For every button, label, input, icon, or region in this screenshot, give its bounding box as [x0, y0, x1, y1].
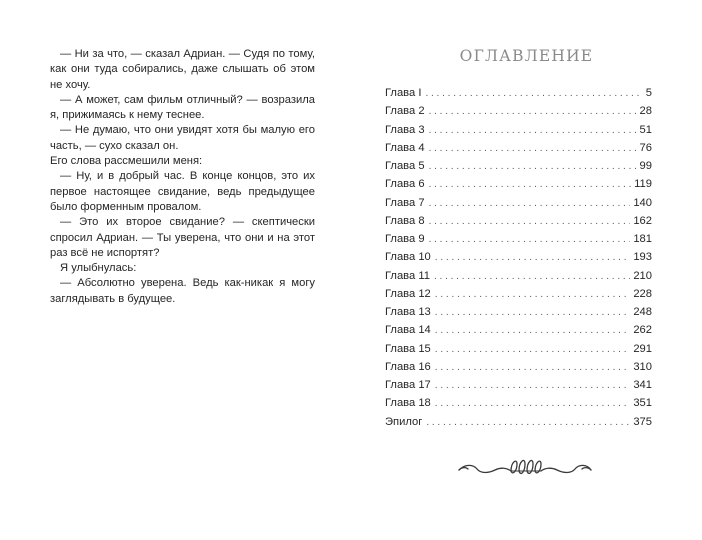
toc-entry-label: Глава 4	[385, 141, 425, 154]
paragraph: — А может, сам фильм отличный? — возразила я, прижимаясь к нему теснее.	[50, 93, 315, 122]
toc-entry	[385, 139, 652, 157]
table-of-contents	[385, 84, 652, 431]
toc-entry-label: Глава 13	[385, 306, 431, 318]
toc-entry	[385, 194, 652, 212]
dot-leader	[426, 414, 630, 432]
toc-entry-label: Эпилог	[385, 415, 423, 428]
toc-entry-label: Глава 11	[385, 269, 430, 282]
toc-entry-label: Глава 18	[385, 397, 431, 410]
toc-entry-page: 28	[639, 105, 652, 118]
toc-entry-page: 210	[633, 269, 652, 282]
dot-leader	[429, 122, 637, 140]
toc-entry	[385, 376, 652, 394]
toc-entry	[385, 413, 652, 431]
dot-leader	[425, 85, 642, 103]
dot-leader	[435, 359, 631, 377]
toc-entry-page: 228	[633, 287, 652, 300]
dot-leader	[429, 176, 632, 194]
toc-entry-label: Глава 3	[385, 123, 425, 136]
toc-entry	[385, 285, 652, 303]
toc-entry-label: Глава 17	[385, 379, 431, 391]
toc-entry	[385, 394, 652, 412]
dot-leader	[429, 195, 631, 213]
toc-entry-page: 291	[633, 342, 652, 355]
paragraph: — Ни за что, — сказал Адриан. — Судя по тому, как они туда собирались, даже слышать об этом не хочу.	[50, 48, 315, 91]
toc-entry	[385, 102, 652, 120]
toc-entry-page: 99	[639, 160, 652, 172]
toc-entry-label: Глава 14	[385, 324, 431, 337]
toc-entry-page: 76	[639, 141, 652, 154]
toc-entry-page: 51	[639, 123, 652, 136]
toc-entry	[385, 340, 652, 358]
dot-leader	[429, 213, 631, 231]
toc-entry	[385, 84, 652, 102]
paragraph: Его слова рассмешили меня:	[50, 155, 203, 168]
toc-entry-label: Глава 10	[385, 251, 431, 264]
toc-entry-page: 248	[633, 306, 652, 318]
toc-entry	[385, 321, 652, 339]
toc-entry	[385, 303, 652, 321]
toc-entry-label: Глава 6	[385, 178, 425, 191]
toc-entry-label: Глава 15	[385, 342, 431, 355]
toc-entry	[385, 230, 652, 248]
paragraph: Я улыбнулась:	[60, 262, 137, 275]
right-page	[351, 0, 702, 540]
toc-entry-label: Глава 12	[385, 287, 431, 300]
dot-leader	[429, 158, 637, 176]
flourish-ornament-icon	[457, 448, 593, 488]
toc-entry-label: Глава 5	[385, 160, 425, 172]
toc-entry	[385, 212, 652, 230]
toc-entry	[385, 267, 652, 285]
story-text	[50, 47, 315, 307]
dot-leader	[435, 322, 631, 340]
toc-entry-page: 5	[645, 87, 652, 99]
dot-leader	[435, 286, 631, 304]
dot-leader	[435, 249, 631, 267]
toc-entry-page: 351	[633, 397, 652, 410]
toc-title: ОГЛАВЛЕНИЕ	[459, 47, 594, 65]
paragraph: — Это их второе свидание? — скептически спросил Адриан. — Ты уверена, что они и на этот раз всё не испортят?	[50, 216, 315, 259]
toc-entry-page: 310	[633, 360, 652, 373]
paragraph: — Ну, и в добрый час. В конце концов, это их первое настоящее свидание, ведь предыдущее было форменным провалом.	[50, 170, 315, 213]
paragraph: — Не думаю, что они увидят хотя бы малую его часть, — сухо сказал он.	[50, 124, 315, 152]
toc-entry-page: 181	[633, 233, 652, 245]
toc-entry-page: 375	[633, 415, 652, 428]
toc-entry	[385, 175, 652, 193]
dot-leader	[435, 377, 631, 395]
toc-entry-page: 119	[634, 178, 652, 191]
toc-entry	[385, 248, 652, 266]
toc-entry-label: Глава I	[385, 87, 422, 99]
dot-leader	[429, 231, 631, 249]
dot-leader	[429, 103, 637, 121]
dot-leader	[435, 304, 631, 322]
dot-leader	[435, 341, 631, 359]
dot-leader	[434, 268, 630, 286]
paragraph: — Абсолютно уверена. Ведь как-никак я могу заглядывать в будущее.	[50, 277, 315, 305]
toc-entry-label: Глава 2	[385, 105, 425, 118]
toc-entry-page: 262	[633, 324, 652, 337]
toc-entry-page: 162	[633, 214, 652, 227]
toc-entry-label: Глава 7	[385, 196, 425, 209]
dot-leader	[429, 140, 637, 158]
toc-entry-page: 140	[633, 196, 652, 209]
toc-entry-label: Глава 16	[385, 360, 431, 373]
toc-entry-label: Глава 8	[385, 214, 425, 227]
dot-leader	[435, 395, 631, 413]
toc-entry	[385, 157, 652, 175]
toc-entry-page: 341	[633, 379, 652, 391]
toc-entry	[385, 121, 652, 139]
toc-entry	[385, 358, 652, 376]
toc-entry-label: Глава 9	[385, 233, 425, 245]
toc-entry-page: 193	[633, 251, 652, 264]
